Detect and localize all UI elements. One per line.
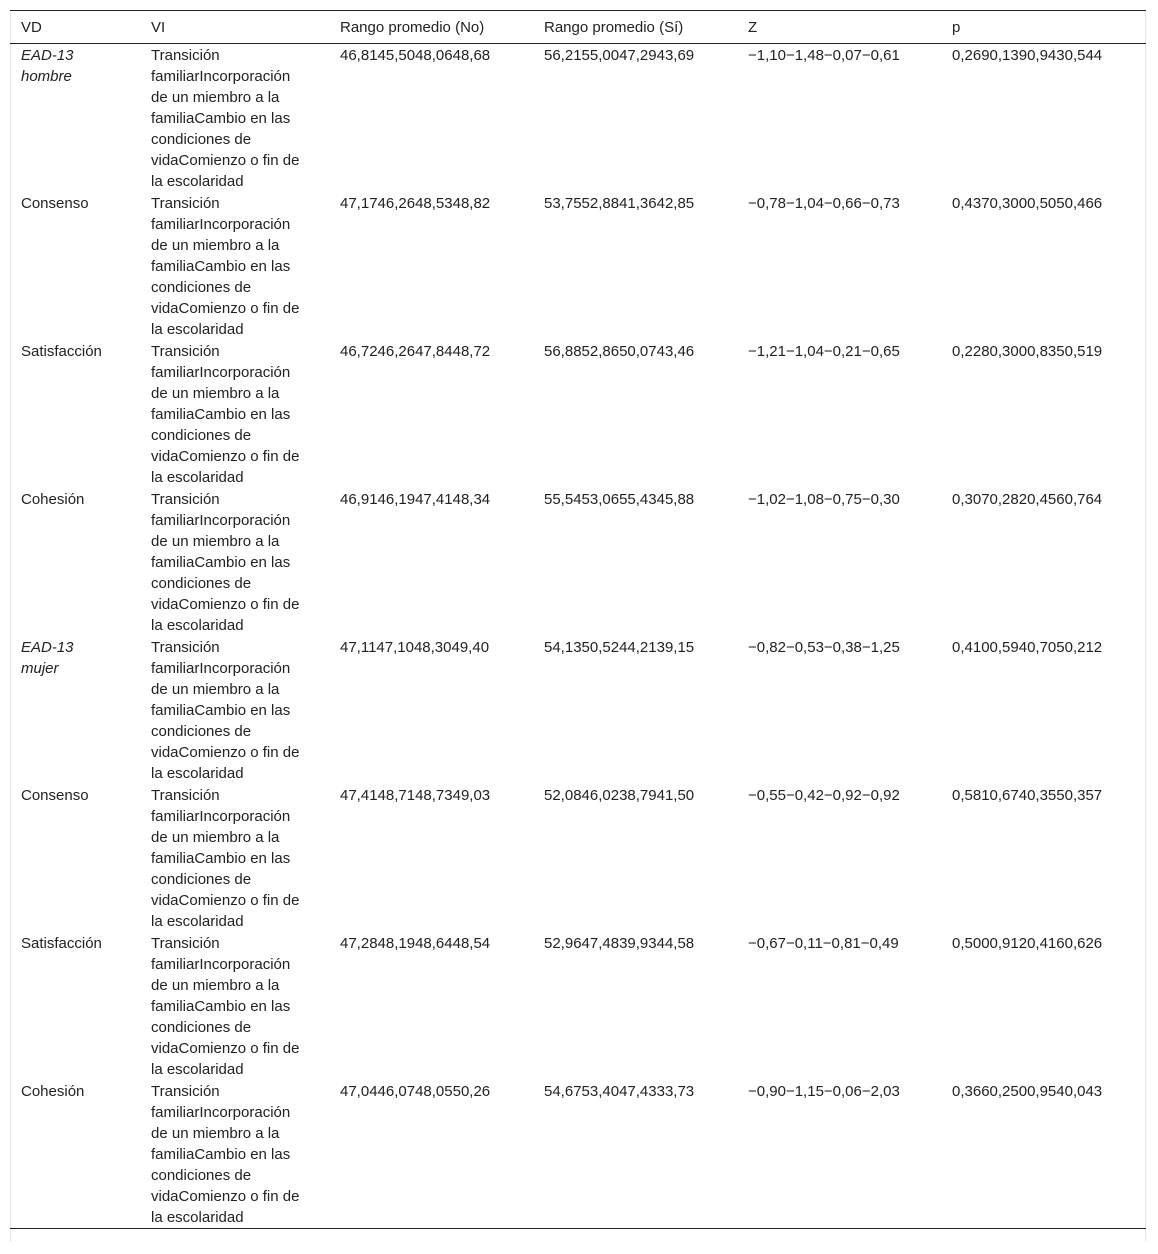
table-row — [10, 488, 1146, 636]
header-vi: VI — [151, 19, 166, 36]
cell-vd — [10, 340, 140, 488]
cell-rango-no: 46,9146,1947,4148,34 — [340, 491, 491, 508]
vd-label: Consenso — [21, 787, 89, 804]
header-p: p — [952, 19, 961, 36]
cell-z: −1,10−1,48−0,07−0,61 — [748, 47, 900, 64]
cell-vd — [10, 44, 140, 193]
cell-p: 0,4370,3000,5050,466 — [952, 195, 1103, 212]
cell-rango-si: 53,7552,8841,3642,85 — [544, 195, 695, 212]
cell-vi: Transición familiarIncorporación de un miembro a la familiaCambio en las condiciones de vidaComienzo o fin de la escolaridad — [151, 195, 300, 338]
cell-rango-no: 47,1746,2648,5348,82 — [340, 195, 491, 212]
cell-rango-no: 46,8145,5048,0648,68 — [340, 47, 491, 64]
header-row — [10, 11, 1146, 44]
cell-p: 0,2690,1390,9430,544 — [952, 47, 1103, 64]
table-row — [10, 784, 1146, 932]
cell-z: −1,02−1,08−0,75−0,30 — [748, 491, 900, 508]
cell-rango-no: 47,0446,0748,0550,26 — [340, 1083, 491, 1100]
vd-label: EAD-13 hombre — [21, 47, 74, 85]
vd-label: Satisfacción — [21, 343, 102, 360]
cell-vi: Transición familiarIncorporación de un miembro a la familiaCambio en las condiciones de vidaComienzo o fin de la escolaridad — [151, 491, 300, 634]
cell-vd — [10, 192, 140, 340]
cell-z: −0,90−1,15−0,06−2,03 — [748, 1083, 900, 1100]
cell-rango-no: 46,7246,2647,8448,72 — [340, 343, 491, 360]
cell-vd — [10, 488, 140, 636]
cell-vd — [10, 784, 140, 932]
cell-rango-si: 52,9647,4839,9344,58 — [544, 935, 695, 952]
cell-rango-no: 47,1147,1048,3049,40 — [340, 639, 490, 656]
cell-vd — [10, 932, 140, 1080]
cell-vi: Transición familiarIncorporación de un miembro a la familiaCambio en las condiciones de vidaComienzo o fin de la escolaridad — [151, 343, 300, 486]
cell-rango-si: 56,8852,8650,0743,46 — [544, 343, 695, 360]
vd-label: Cohesión — [21, 1083, 85, 1100]
header-rango-si: Rango promedio (Sí) — [544, 19, 684, 36]
table-row — [10, 1080, 1146, 1229]
results-table — [10, 10, 1146, 1229]
header-rango-no: Rango promedio (No) — [340, 19, 485, 36]
cell-rango-no: 47,2848,1948,6448,54 — [340, 935, 491, 952]
cell-p: 0,2280,3000,8350,519 — [952, 343, 1103, 360]
vd-label: EAD-13 mujer — [21, 639, 74, 677]
cell-rango-si: 54,6753,4047,4333,73 — [544, 1083, 695, 1100]
cell-rango-si: 54,1350,5244,2139,15 — [544, 639, 695, 656]
cell-rango-si: 52,0846,0238,7941,50 — [544, 787, 695, 804]
cell-vd — [10, 636, 140, 784]
cell-z: −0,55−0,42−0,92−0,92 — [748, 787, 900, 804]
vd-label: Cohesión — [21, 491, 85, 508]
table-row — [10, 932, 1146, 1080]
table-row — [10, 340, 1146, 488]
table-row — [10, 44, 1146, 193]
cell-p: 0,3660,2500,9540,043 — [952, 1083, 1103, 1100]
cell-rango-si: 56,2155,0047,2943,69 — [544, 47, 695, 64]
cell-rango-si: 55,5453,0655,4345,88 — [544, 491, 695, 508]
cell-p: 0,4100,5940,7050,212 — [952, 639, 1103, 656]
cell-vi: Transición familiarIncorporación de un miembro a la familiaCambio en las condiciones de vidaComienzo o fin de la escolaridad — [151, 1083, 300, 1226]
table-header — [10, 11, 1146, 44]
cell-vi: Transición familiarIncorporación de un miembro a la familiaCambio en las condiciones de vidaComienzo o fin de la escolaridad — [151, 639, 300, 782]
vd-label: Satisfacción — [21, 935, 102, 952]
cell-vd — [10, 1080, 140, 1229]
cell-vi: Transición familiarIncorporación de un miembro a la familiaCambio en las condiciones de vidaComienzo o fin de la escolaridad — [151, 787, 300, 930]
table-row — [10, 192, 1146, 340]
cell-p: 0,5810,6740,3550,357 — [952, 787, 1103, 804]
cell-z: −0,82−0,53−0,38−1,25 — [748, 639, 900, 656]
cell-rango-no: 47,4148,7148,7349,03 — [340, 787, 491, 804]
header-vd: VD — [21, 19, 42, 36]
table-body — [10, 44, 1146, 1229]
cell-vi: Transición familiarIncorporación de un miembro a la familiaCambio en las condiciones de vidaComienzo o fin de la escolaridad — [151, 935, 300, 1078]
cell-z: −1,21−1,04−0,21−0,65 — [748, 343, 900, 360]
cell-z: −0,78−1,04−0,66−0,73 — [748, 195, 900, 212]
table-row — [10, 636, 1146, 784]
cell-vi: Transición familiarIncorporación de un miembro a la familiaCambio en las condiciones de vidaComienzo o fin de la escolaridad — [151, 47, 300, 190]
cell-z: −0,67−0,11−0,81−0,49 — [748, 935, 899, 952]
cell-p: 0,3070,2820,4560,764 — [952, 491, 1103, 508]
vd-label: Consenso — [21, 195, 89, 212]
header-z: Z — [748, 19, 758, 36]
cell-p: 0,5000,9120,4160,626 — [952, 935, 1103, 952]
